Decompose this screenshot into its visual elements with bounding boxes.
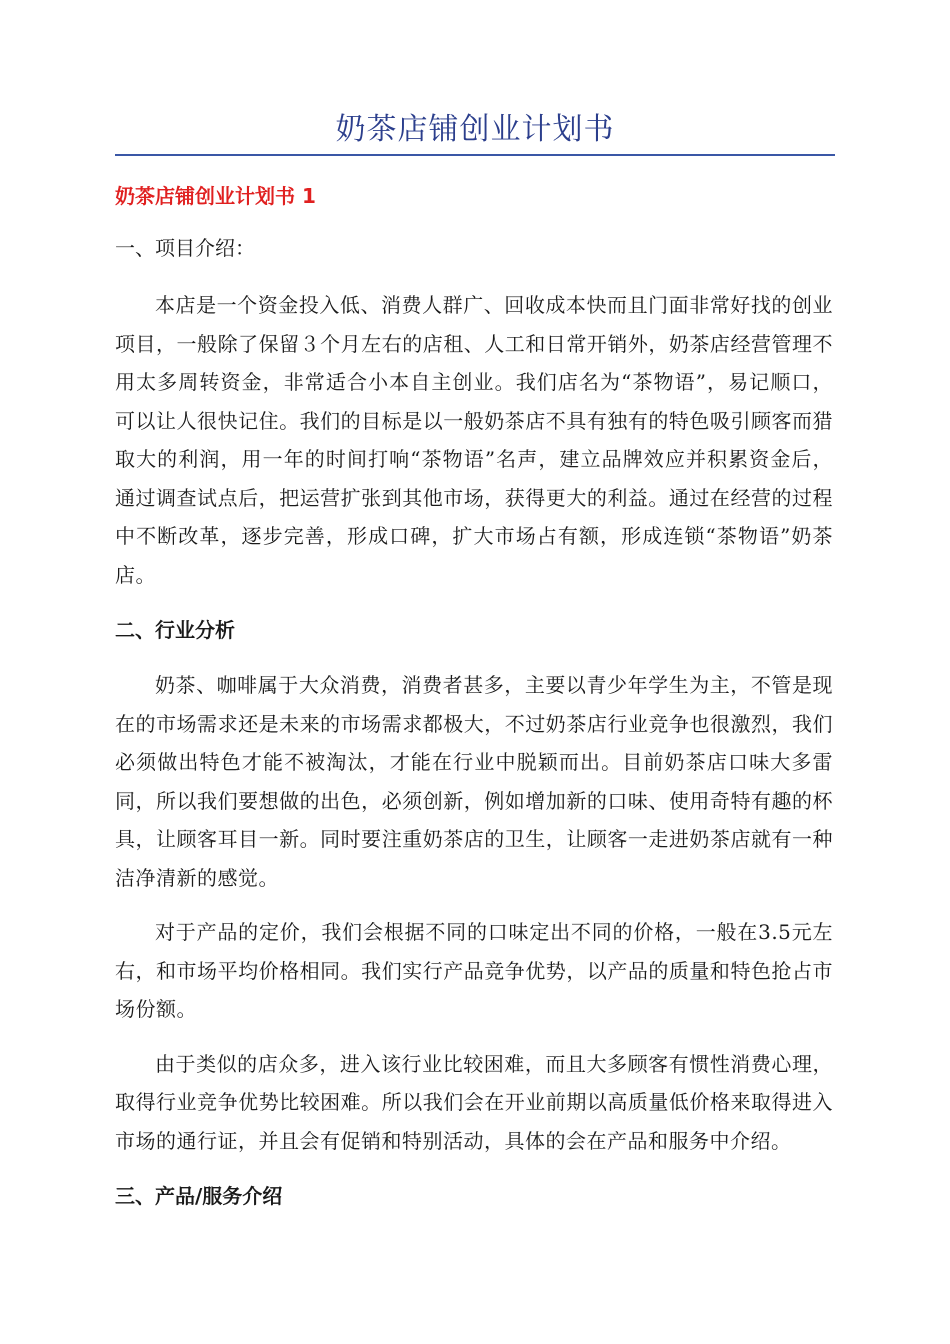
document-title: 奶茶店铺创业计划书 — [335, 112, 615, 147]
title-divider — [115, 154, 835, 156]
section-heading-products-services: 三、产品/服务介绍 — [115, 1184, 283, 1208]
paragraph: 对于产品的定价，我们会根据不同的口味定出不同的价格，一般在3.5元左右，和市场平均价格相同。我们实行产品竞争优势，以产品的质量和特色抢占市场份额。 — [115, 920, 833, 1021]
paragraph: 本店是一个资金投入低、消费人群广、回收成本快而且门面非常好找的创业项目，一般除了保留３个月左右的店租、人工和日常开销外，奶茶店经营管理不用太多周转资金，非常适合小本自主创业。我们店名为“茶物语”，易记顺口，可以让人很快记住。我们的目标是以一般奶茶店不具有独有的特色吸引顾客而猎取大的利润，用一年的时间打响“茶物语”名声，建立品牌效应并积累资金后，通过调查试点后，把运营扩张到其他市场，获得更大的利益。通过在经营的过程中不断改革，逐步完善，形成口碑，扩大市场占有额，形成连锁“茶物语”奶茶店。 — [115, 293, 833, 587]
paragraph: 奶茶、咖啡属于大众消费，消费者甚多，主要以青少年学生为主，不管是现在的市场需求还是未来的市场需求都极大，不过奶茶店行业竞争也很激烈，我们必须做出特色才能不被淘汰，才能在行业中脱颖而出。目前奶茶店口味大多雷同，所以我们要想做的出色，必须创新，例如增加新的口味、使用奇特有趣的杯具，让顾客耳目一新。同时要注重奶茶店的卫生，让顾客一走进奶茶店就有一种洁净清新的感觉。 — [115, 673, 833, 890]
paragraph: 由于类似的店众多，进入该行业比较困难，而且大多顾客有惯性消费心理，取得行业竞争优势比较困难。所以我们会在开业前期以高质量低价格来取得进入市场的通行证，并且会有促销和特别活动，具体的会在产品和服务中介绍。 — [115, 1051, 833, 1153]
document-body — [115, 176, 833, 1232]
section-heading-industry-analysis: 二、行业分析 — [115, 618, 235, 642]
section-heading-project-intro: 一、项目介绍： — [115, 236, 255, 260]
plan-subtitle: 奶茶店铺创业计划书 1 — [115, 184, 316, 208]
